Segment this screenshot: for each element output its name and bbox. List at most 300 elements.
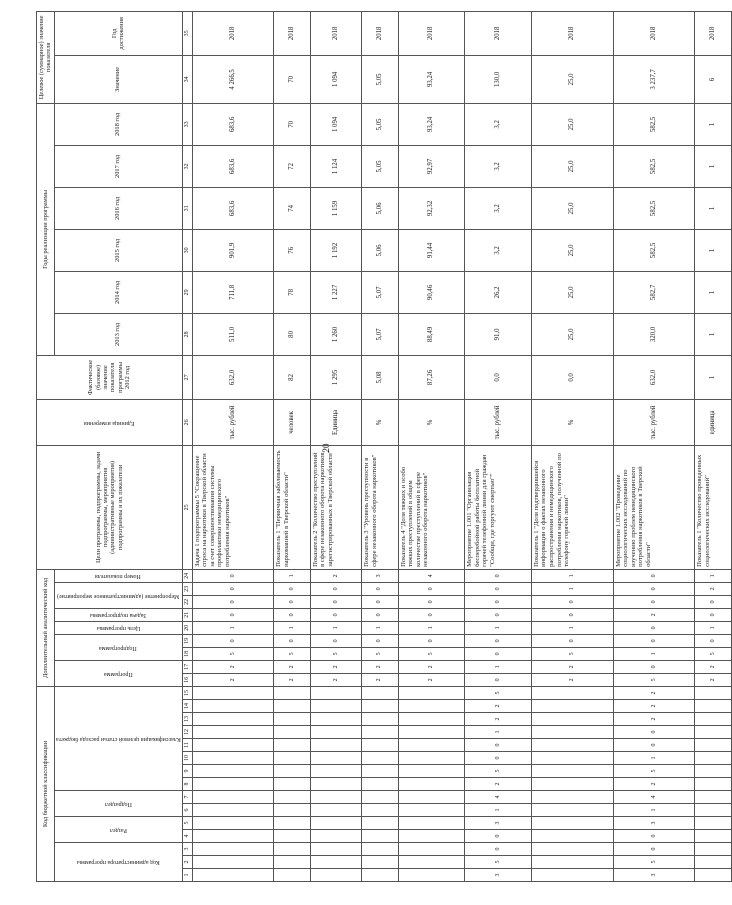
row-year-value: 5,07 bbox=[362, 313, 398, 355]
row-year-value: 1 bbox=[695, 229, 731, 271]
code-digit: 2 bbox=[695, 673, 731, 686]
code-digit: 0 bbox=[274, 608, 310, 621]
code-digit bbox=[274, 869, 310, 882]
row-year-value: 5,07 bbox=[362, 271, 398, 313]
code-digit: 3 bbox=[362, 569, 398, 582]
code-digit bbox=[192, 726, 274, 739]
header-subsection-text: Подраздел bbox=[104, 800, 132, 807]
code-digit bbox=[398, 752, 465, 765]
table-row bbox=[398, 11, 465, 881]
code-digit bbox=[192, 843, 274, 856]
code-digit bbox=[362, 765, 398, 778]
row-year-value: 5,05 bbox=[362, 103, 398, 145]
code-digit bbox=[310, 778, 361, 791]
code-digit bbox=[398, 765, 465, 778]
rotated-table-wrapper bbox=[36, 15, 717, 882]
code-digit: 0 bbox=[613, 843, 695, 856]
row-target-year: 2018 bbox=[192, 11, 274, 55]
row-year-value: 90,46 bbox=[398, 271, 465, 313]
column-number: 29 bbox=[182, 271, 192, 313]
code-digit: 3 bbox=[465, 817, 532, 830]
code-digit: 0 bbox=[398, 634, 465, 647]
code-digit bbox=[362, 869, 398, 882]
code-digit: 0 bbox=[398, 608, 465, 621]
code-digit bbox=[362, 700, 398, 713]
code-digit: 1 bbox=[613, 804, 695, 817]
row-year-value: 3,2 bbox=[465, 229, 532, 271]
code-digit: 5 bbox=[695, 647, 731, 660]
column-number: 4 bbox=[182, 830, 192, 843]
code-digit bbox=[274, 765, 310, 778]
code-digit bbox=[310, 856, 361, 869]
row-unit: тыс. рублей bbox=[192, 399, 274, 445]
row-year-value: 25,0 bbox=[531, 229, 613, 271]
code-digit: 1 bbox=[531, 569, 613, 582]
column-number: 19 bbox=[182, 634, 192, 647]
code-digit bbox=[274, 856, 310, 869]
code-digit: 2 bbox=[310, 660, 361, 673]
code-digit: 1 bbox=[531, 621, 613, 634]
row-name: Показатель 4 "Доля тяжких и особо тяжких преступлений в общем количестве преступлений в сфере незаконного оборота наркотиков" bbox=[398, 445, 465, 569]
code-digit bbox=[362, 752, 398, 765]
code-digit: 1 bbox=[274, 569, 310, 582]
code-digit: 1 bbox=[192, 621, 274, 634]
code-digit bbox=[398, 778, 465, 791]
code-digit bbox=[362, 830, 398, 843]
code-digit: 0 bbox=[613, 660, 695, 673]
header-subprogram-text: Подпрограмма bbox=[99, 644, 138, 651]
column-number: 14 bbox=[182, 700, 192, 713]
row-year-value: 1 192 bbox=[310, 229, 361, 271]
row-name: Мероприятие 1.002 "Проведение социологических исследований по изучению проблем немедицинского потребления наркотиков в Тверской области" bbox=[613, 445, 695, 569]
row-year-value: 582,5 bbox=[613, 103, 695, 145]
header-program-goal-text: Цель программы bbox=[96, 625, 140, 632]
code-digit: 3 bbox=[465, 869, 532, 882]
code-digit: 2 bbox=[465, 778, 532, 791]
header-target-article-text: Классификация целевой статьи расхода бюджета bbox=[55, 735, 181, 742]
code-digit: 1 bbox=[465, 621, 532, 634]
code-digit bbox=[362, 843, 398, 856]
header-y2016: 2016 год bbox=[54, 187, 182, 229]
code-digit bbox=[695, 726, 731, 739]
row-target-value: 5,05 bbox=[362, 55, 398, 103]
code-digit bbox=[531, 752, 613, 765]
code-digit bbox=[695, 856, 731, 869]
header-section-text: Раздел bbox=[109, 826, 127, 833]
code-digit: 1 bbox=[695, 621, 731, 634]
code-digit: 0 bbox=[465, 634, 532, 647]
code-digit: 0 bbox=[613, 726, 695, 739]
row-year-value: 3,2 bbox=[465, 145, 532, 187]
row-year-value: 711,8 bbox=[192, 271, 274, 313]
row-target-value: 6 bbox=[695, 55, 731, 103]
header-unit bbox=[37, 399, 183, 445]
code-digit bbox=[192, 830, 274, 843]
table-row bbox=[362, 11, 398, 881]
row-target-value: 130,0 bbox=[465, 55, 532, 103]
column-number: 24 bbox=[182, 569, 192, 582]
header-y2013: 2013 год bbox=[54, 313, 182, 355]
code-digit bbox=[192, 686, 274, 699]
code-digit: 0 bbox=[465, 752, 532, 765]
row-year-value: 3,2 bbox=[465, 187, 532, 229]
code-digit: 0 bbox=[310, 582, 361, 595]
code-digit: 0 bbox=[465, 582, 532, 595]
code-digit: 5 bbox=[274, 647, 310, 660]
code-digit bbox=[398, 843, 465, 856]
row-year-value: 582,7 bbox=[613, 271, 695, 313]
row-year-value: 92,32 bbox=[398, 187, 465, 229]
code-digit bbox=[398, 856, 465, 869]
code-digit: 0 bbox=[192, 569, 274, 582]
row-unit: % bbox=[531, 399, 613, 445]
header-indicator-num bbox=[54, 569, 182, 582]
row-year-value: 5,06 bbox=[362, 229, 398, 271]
row-year-value: 511,0 bbox=[192, 313, 274, 355]
code-digit: 0 bbox=[695, 595, 731, 608]
code-digit bbox=[362, 713, 398, 726]
code-digit bbox=[274, 752, 310, 765]
row-unit: человек bbox=[274, 399, 310, 445]
code-digit: 0 bbox=[465, 843, 532, 856]
code-digit: 1 bbox=[613, 752, 695, 765]
code-digit bbox=[695, 869, 731, 882]
code-digit bbox=[695, 686, 731, 699]
row-base-value: 87,26 bbox=[398, 355, 465, 399]
table-row bbox=[613, 11, 695, 881]
code-digit bbox=[310, 765, 361, 778]
code-digit: 0 bbox=[274, 595, 310, 608]
column-number: 2 bbox=[182, 856, 192, 869]
code-digit bbox=[531, 726, 613, 739]
header-target-year: Год достижения bbox=[54, 11, 182, 55]
code-digit bbox=[310, 713, 361, 726]
row-target-value: 93,24 bbox=[398, 55, 465, 103]
code-digit: 2 bbox=[274, 660, 310, 673]
header-indicator-num-text: Номер показателя bbox=[95, 573, 142, 580]
row-year-value: 1 094 bbox=[310, 103, 361, 145]
code-digit bbox=[310, 739, 361, 752]
code-digit bbox=[274, 726, 310, 739]
column-number: 10 bbox=[182, 752, 192, 765]
column-number: 32 bbox=[182, 145, 192, 187]
row-target-year: 2018 bbox=[310, 11, 361, 55]
row-year-value: 78 bbox=[274, 271, 310, 313]
row-target-year: 2018 bbox=[613, 11, 695, 55]
code-digit: 0 bbox=[362, 595, 398, 608]
row-target-year: 2018 bbox=[695, 11, 731, 55]
code-digit bbox=[310, 700, 361, 713]
code-digit bbox=[362, 726, 398, 739]
code-digit: 2 bbox=[531, 660, 613, 673]
header-admin-code-text: Код администратора программы bbox=[76, 859, 160, 866]
code-digit bbox=[274, 700, 310, 713]
row-year-value: 582,5 bbox=[613, 145, 695, 187]
code-digit bbox=[192, 752, 274, 765]
row-year-value: 92,97 bbox=[398, 145, 465, 187]
code-digit: 0 bbox=[362, 608, 398, 621]
code-digit: 1 bbox=[398, 621, 465, 634]
code-digit: 0 bbox=[465, 673, 532, 686]
row-year-value: 582,5 bbox=[613, 229, 695, 271]
row-target-value: 1 094 bbox=[310, 55, 361, 103]
table-row bbox=[465, 11, 532, 881]
row-base-value: 1 bbox=[695, 355, 731, 399]
code-digit bbox=[274, 830, 310, 843]
row-name: Показатель 1 "Первичная заболеваемость наркоманией в Тверской области" bbox=[274, 445, 310, 569]
table-row bbox=[274, 11, 310, 881]
code-digit bbox=[695, 713, 731, 726]
code-digit bbox=[531, 830, 613, 843]
row-target-value: 70 bbox=[274, 55, 310, 103]
code-digit: 1 bbox=[274, 621, 310, 634]
code-digit: 2 bbox=[465, 713, 532, 726]
header-program-goal bbox=[54, 621, 182, 634]
row-year-value: 76 bbox=[274, 229, 310, 271]
code-digit bbox=[362, 804, 398, 817]
code-digit: 0 bbox=[398, 595, 465, 608]
code-digit bbox=[531, 817, 613, 830]
code-digit: 0 bbox=[465, 595, 532, 608]
code-digit bbox=[398, 726, 465, 739]
code-digit: 0 bbox=[465, 569, 532, 582]
code-digit bbox=[398, 817, 465, 830]
code-digit bbox=[695, 752, 731, 765]
code-digit bbox=[695, 804, 731, 817]
row-base-value: 82 bbox=[274, 355, 310, 399]
header-program-text: Программа bbox=[103, 670, 133, 677]
code-digit bbox=[310, 843, 361, 856]
code-digit bbox=[192, 700, 274, 713]
code-digit: 0 bbox=[613, 634, 695, 647]
code-digit: 0 bbox=[613, 595, 695, 608]
code-digit: 5 bbox=[310, 647, 361, 660]
row-name: Показатель 2 "Количество преступлений в сфере незаконного оборота наркотиков, зарегистрированных в Тверской области" bbox=[310, 445, 361, 569]
code-digit bbox=[695, 700, 731, 713]
code-digit bbox=[695, 817, 731, 830]
code-digit bbox=[192, 778, 274, 791]
code-digit bbox=[531, 856, 613, 869]
code-digit: 5 bbox=[613, 765, 695, 778]
code-digit: 0 bbox=[310, 608, 361, 621]
row-year-value: 26,2 bbox=[465, 271, 532, 313]
column-number: 3 bbox=[182, 843, 192, 856]
row-year-value: 25,0 bbox=[531, 313, 613, 355]
code-digit bbox=[362, 778, 398, 791]
code-digit bbox=[310, 726, 361, 739]
row-name: Показатель 3 "Уровень преступности в сфере незаконного оборота наркотиков" bbox=[362, 445, 398, 569]
column-number: 5 bbox=[182, 817, 192, 830]
code-digit bbox=[310, 791, 361, 804]
header-target-value: Значение bbox=[54, 55, 182, 103]
row-base-value: 632,0 bbox=[613, 355, 695, 399]
code-digit: 0 bbox=[465, 608, 532, 621]
header-target: Целевое (суммарное) значение показателя bbox=[37, 11, 55, 103]
code-digit bbox=[192, 817, 274, 830]
code-digit bbox=[695, 791, 731, 804]
code-digit: 4 bbox=[398, 569, 465, 582]
column-number: 20 bbox=[182, 621, 192, 634]
code-digit bbox=[531, 739, 613, 752]
row-name: Показатель 1 "Количество проведенных социологических исследований" bbox=[695, 445, 731, 569]
row-year-value: 5,06 bbox=[362, 187, 398, 229]
row-unit: % bbox=[398, 399, 465, 445]
row-year-value: 91,44 bbox=[398, 229, 465, 271]
header-target-article bbox=[54, 686, 182, 790]
code-digit: 0 bbox=[362, 634, 398, 647]
column-number: 15 bbox=[182, 686, 192, 699]
column-number: 16 bbox=[182, 673, 192, 686]
code-digit bbox=[398, 686, 465, 699]
code-digit: 5 bbox=[613, 673, 695, 686]
row-year-value: 3,2 bbox=[465, 103, 532, 145]
code-digit: 2 bbox=[531, 673, 613, 686]
row-year-value: 1 bbox=[695, 145, 731, 187]
code-digit: 0 bbox=[613, 621, 695, 634]
header-admin-code bbox=[54, 843, 182, 882]
code-digit: 0 bbox=[362, 582, 398, 595]
code-digit: 5 bbox=[465, 856, 532, 869]
code-digit: 0 bbox=[274, 634, 310, 647]
row-target-year: 2018 bbox=[362, 11, 398, 55]
row-year-value: 1 bbox=[695, 313, 731, 355]
code-digit bbox=[274, 713, 310, 726]
header-y2018: 2018 год bbox=[54, 103, 182, 145]
code-digit: 2 bbox=[274, 673, 310, 686]
column-number: 11 bbox=[182, 739, 192, 752]
row-year-value: 88,49 bbox=[398, 313, 465, 355]
row-year-value: 93,24 bbox=[398, 103, 465, 145]
program-indicators-table bbox=[36, 11, 732, 882]
code-digit: 0 bbox=[613, 582, 695, 595]
code-digit bbox=[310, 817, 361, 830]
table-row bbox=[695, 11, 731, 881]
code-digit bbox=[695, 830, 731, 843]
row-year-value: 1 bbox=[695, 103, 731, 145]
code-digit: 5 bbox=[465, 686, 532, 699]
column-number: 9 bbox=[182, 765, 192, 778]
header-section bbox=[54, 817, 182, 843]
code-digit: 0 bbox=[465, 647, 532, 660]
code-digit bbox=[531, 843, 613, 856]
code-digit: 0 bbox=[613, 830, 695, 843]
code-digit: 4 bbox=[613, 791, 695, 804]
column-number: 13 bbox=[182, 713, 192, 726]
code-digit: 1 bbox=[613, 647, 695, 660]
row-target-value: 3 237,7 bbox=[613, 55, 695, 103]
code-digit bbox=[310, 830, 361, 843]
code-digit: 0 bbox=[192, 634, 274, 647]
code-digit: 0 bbox=[310, 595, 361, 608]
code-digit bbox=[192, 739, 274, 752]
header-fin-2012: Фактическое (базовое) значение показателя программы 2012 год bbox=[37, 355, 183, 399]
code-digit bbox=[362, 817, 398, 830]
row-year-value: 5,05 bbox=[362, 145, 398, 187]
row-name: Показатель 1 "Доля подтвердившейся информации о фактах незаконного распространения и немедицинского потребления наркотиков, полученной по телефону горячей линии" bbox=[531, 445, 613, 569]
row-name: Мероприятие 1.001 "Организация бесперебойной работы бесплатной горячей телефонной линии для граждан "Сообщи, где торгуют смертью"" bbox=[465, 445, 532, 569]
column-number: 27 bbox=[182, 355, 192, 399]
row-unit: тыс. рублей bbox=[465, 399, 532, 445]
code-digit bbox=[398, 700, 465, 713]
row-year-value: 1 260 bbox=[310, 313, 361, 355]
header-activity bbox=[54, 582, 182, 608]
row-year-value: 80 bbox=[274, 313, 310, 355]
code-digit: 0 bbox=[398, 582, 465, 595]
code-digit: 1 bbox=[465, 804, 532, 817]
code-digit: 1 bbox=[695, 569, 731, 582]
code-digit: 0 bbox=[531, 634, 613, 647]
code-digit bbox=[192, 856, 274, 869]
column-number: 31 bbox=[182, 187, 192, 229]
code-digit bbox=[362, 686, 398, 699]
code-digit bbox=[398, 791, 465, 804]
code-digit bbox=[192, 713, 274, 726]
row-year-value: 25,0 bbox=[531, 103, 613, 145]
code-digit bbox=[531, 778, 613, 791]
column-number: 33 bbox=[182, 103, 192, 145]
header-subsection bbox=[54, 791, 182, 817]
row-year-value: 1 227 bbox=[310, 271, 361, 313]
code-digit bbox=[695, 739, 731, 752]
row-target-year: 2018 bbox=[531, 11, 613, 55]
page-number: 20 bbox=[321, 443, 331, 453]
code-digit bbox=[531, 791, 613, 804]
code-digit: 0 bbox=[695, 634, 731, 647]
code-digit bbox=[362, 791, 398, 804]
code-digit: 4 bbox=[465, 791, 532, 804]
column-number: 8 bbox=[182, 778, 192, 791]
code-digit bbox=[531, 700, 613, 713]
header-y2015: 2015 год bbox=[54, 229, 182, 271]
header-program bbox=[54, 660, 182, 686]
code-digit bbox=[192, 869, 274, 882]
code-digit bbox=[310, 804, 361, 817]
code-digit bbox=[274, 817, 310, 830]
row-year-value: 25,0 bbox=[531, 145, 613, 187]
row-year-value: 582,5 bbox=[613, 187, 695, 229]
code-digit bbox=[531, 686, 613, 699]
code-digit bbox=[310, 686, 361, 699]
code-digit: 2 bbox=[362, 660, 398, 673]
header-unit-text: Единица измерения bbox=[84, 419, 135, 426]
code-digit: 2 bbox=[310, 673, 361, 686]
code-digit: 5 bbox=[362, 647, 398, 660]
row-year-value: 25,0 bbox=[531, 187, 613, 229]
header-program-class: Дополнительный аналитический код bbox=[37, 569, 55, 686]
code-digit: 2 bbox=[613, 713, 695, 726]
code-digit bbox=[531, 765, 613, 778]
code-digit: 2 bbox=[613, 778, 695, 791]
code-digit bbox=[531, 713, 613, 726]
code-digit: 0 bbox=[695, 608, 731, 621]
code-digit bbox=[274, 843, 310, 856]
code-digit: 0 bbox=[192, 582, 274, 595]
row-year-value: 320,0 bbox=[613, 313, 695, 355]
row-year-value: 1 124 bbox=[310, 145, 361, 187]
code-digit bbox=[362, 739, 398, 752]
code-digit bbox=[398, 804, 465, 817]
row-unit: Единица bbox=[310, 399, 361, 445]
column-number: 6 bbox=[182, 804, 192, 817]
code-digit: 3 bbox=[613, 817, 695, 830]
code-digit bbox=[274, 804, 310, 817]
code-digit: 2 bbox=[398, 660, 465, 673]
code-digit bbox=[398, 713, 465, 726]
code-digit bbox=[362, 856, 398, 869]
code-digit: 0 bbox=[192, 608, 274, 621]
code-digit: 0 bbox=[465, 739, 532, 752]
header-budget-class: Код бюджетной классификации bbox=[37, 686, 55, 881]
